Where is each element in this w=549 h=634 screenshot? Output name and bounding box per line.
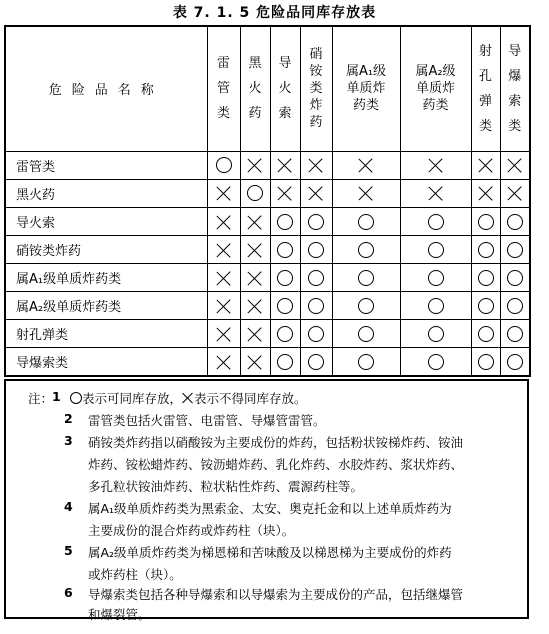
compat-cell [471, 179, 500, 207]
compat-cell [207, 208, 240, 236]
compat-cell [207, 348, 240, 376]
compat-cell [270, 264, 300, 292]
circle-icon [277, 214, 293, 230]
compat-cell [300, 179, 332, 207]
circle-icon [358, 242, 374, 258]
circle-icon [308, 242, 324, 258]
compat-cell [332, 348, 400, 376]
table-row [5, 179, 530, 207]
row-name-cell: 硝铵类炸药 [5, 236, 207, 264]
circle-icon [358, 214, 374, 230]
note-text: 表示不得同库存放。 [194, 391, 307, 406]
table-row [5, 151, 530, 179]
compat-cell [332, 179, 400, 207]
header-col-7: 射孔弹类 [471, 26, 500, 151]
table-row [5, 320, 530, 348]
cross-icon [182, 392, 194, 404]
compat-cell [400, 179, 471, 207]
compat-cell [207, 151, 240, 179]
compat-cell [400, 348, 471, 376]
compat-cell [300, 292, 332, 320]
circle-icon [277, 298, 293, 314]
circle-icon [507, 242, 523, 258]
cross-icon [216, 326, 232, 342]
header-name-cell: 危险品名称 [5, 26, 207, 151]
circle-icon [507, 214, 523, 230]
compat-cell [270, 292, 300, 320]
notes-label: 注： [28, 391, 54, 406]
circle-icon [358, 354, 374, 370]
compat-cell [332, 292, 400, 320]
note-number: 1 [52, 389, 61, 404]
note-text: 炸药、铵松蜡炸药、铵沥蜡炸药、乳化炸药、水胶炸药、浆状炸药、 [88, 457, 464, 472]
compat-cell [270, 179, 300, 207]
circle-icon [478, 326, 494, 342]
compat-cell [300, 208, 332, 236]
cross-icon [507, 185, 523, 201]
table-row [5, 236, 530, 264]
compat-cell [270, 320, 300, 348]
cross-icon [507, 157, 523, 173]
circle-icon [428, 270, 444, 286]
cross-icon [216, 214, 232, 230]
circle-icon [277, 354, 293, 370]
compat-cell [332, 320, 400, 348]
note-text: 主要成份的混合炸药或炸药柱（块）。 [88, 523, 295, 538]
compat-cell [240, 208, 270, 236]
circle-icon [428, 242, 444, 258]
compat-cell [500, 320, 530, 348]
cross-icon [247, 214, 263, 230]
row-name-cell: 属A₁级单质炸药类 [5, 264, 207, 292]
cross-icon [247, 242, 263, 258]
circle-icon [308, 298, 324, 314]
compat-cell [471, 236, 500, 264]
circle-icon [507, 354, 523, 370]
header-col-3: 导火索 [270, 26, 300, 151]
note-number: 4 [64, 499, 73, 514]
note-text: 导爆索类包括各种导爆索和以导爆索为主要成份的产品，包括继爆管 [88, 587, 464, 602]
compat-cell [300, 320, 332, 348]
compat-cell [471, 264, 500, 292]
circle-icon [277, 326, 293, 342]
note-text: 硝铵类炸药指以硝酸铵为主要成份的炸药，包括粉状铵梯炸药、铵油 [88, 435, 464, 450]
cross-icon [478, 185, 494, 201]
table-row [5, 292, 530, 320]
note-text: 属A₁级单质炸药类为黑索金、太安、奥克托金和以上述单质炸药为 [88, 501, 452, 516]
compat-cell [400, 292, 471, 320]
cross-icon [247, 326, 263, 342]
cross-icon [216, 354, 232, 370]
compat-cell [400, 151, 471, 179]
compat-cell [332, 208, 400, 236]
note-text: 属A₂级单质炸药类为梯恩梯和苦味酸及以梯恩梯为主要成份的炸药 [88, 545, 452, 560]
compat-cell [400, 208, 471, 236]
circle-icon [507, 298, 523, 314]
note-text: 表示可同库存放， [82, 391, 183, 406]
cross-icon [247, 270, 263, 286]
compat-cell [240, 320, 270, 348]
circle-icon [428, 214, 444, 230]
circle-icon [478, 354, 494, 370]
note-text: 或炸药柱（块）。 [88, 567, 182, 582]
circle-icon [308, 214, 324, 230]
compat-cell [270, 208, 300, 236]
cross-icon [308, 157, 324, 173]
compat-cell [471, 320, 500, 348]
circle-icon [428, 326, 444, 342]
circle-icon [277, 242, 293, 258]
note-number: 6 [64, 585, 73, 600]
circle-icon [428, 354, 444, 370]
compat-cell [400, 264, 471, 292]
compat-cell [207, 292, 240, 320]
compat-cell [240, 348, 270, 376]
cross-icon [247, 298, 263, 314]
table-row [5, 348, 530, 376]
circle-icon [478, 214, 494, 230]
compat-cell [300, 236, 332, 264]
cross-icon [358, 157, 374, 173]
compat-cell [240, 264, 270, 292]
compat-cell [500, 208, 530, 236]
circle-icon [308, 354, 324, 370]
compat-cell [400, 236, 471, 264]
circle-icon [478, 242, 494, 258]
cross-icon [478, 157, 494, 173]
compat-cell [332, 151, 400, 179]
header-col-2: 黑火药 [240, 26, 270, 151]
circle-icon [358, 270, 374, 286]
note-number: 2 [64, 411, 73, 426]
row-name-cell: 属A₂级单质炸药类 [5, 292, 207, 320]
note-number: 3 [64, 433, 73, 448]
compat-cell [471, 348, 500, 376]
compat-cell [240, 292, 270, 320]
note-text: 和爆裂管。 [88, 607, 151, 622]
header-col-1: 雷管类 [207, 26, 240, 151]
circle-icon [358, 298, 374, 314]
cross-icon [428, 157, 444, 173]
cross-icon [216, 298, 232, 314]
row-name-cell: 雷管类 [5, 151, 207, 179]
compat-cell [207, 179, 240, 207]
cross-icon [277, 185, 293, 201]
compat-cell [471, 208, 500, 236]
circle-icon [358, 326, 374, 342]
cross-icon [247, 157, 263, 173]
cross-icon [216, 185, 232, 201]
compat-cell [500, 236, 530, 264]
header-col-8: 导爆索类 [500, 26, 530, 151]
compat-cell [300, 348, 332, 376]
note-number: 5 [64, 543, 73, 558]
table-title: 表 7. 1. 5 危险品同库存放表 [172, 5, 377, 21]
compat-cell [332, 236, 400, 264]
cross-icon [358, 185, 374, 201]
header-col-6: 属A₂级单质炸药类 [400, 26, 471, 151]
cross-icon [216, 270, 232, 286]
compat-cell [300, 264, 332, 292]
row-name-cell: 导火索 [5, 208, 207, 236]
cross-icon [308, 185, 324, 201]
compat-cell [207, 320, 240, 348]
compat-cell [270, 151, 300, 179]
circle-icon [308, 326, 324, 342]
compat-cell [300, 151, 332, 179]
circle-icon [308, 270, 324, 286]
row-name-cell: 射孔弹类 [5, 320, 207, 348]
circle-icon [507, 326, 523, 342]
compat-cell [207, 264, 240, 292]
compat-cell [240, 236, 270, 264]
compat-cell [240, 179, 270, 207]
note-text: 雷管类包括火雷管、电雷管、导爆管雷管。 [88, 413, 326, 428]
cross-icon [428, 185, 444, 201]
cross-icon [277, 157, 293, 173]
circle-icon [507, 270, 523, 286]
circle-icon [478, 298, 494, 314]
compat-cell [500, 348, 530, 376]
circle-icon [478, 270, 494, 286]
compat-cell [500, 151, 530, 179]
table-row [5, 264, 530, 292]
compat-cell [240, 151, 270, 179]
compat-cell [207, 236, 240, 264]
storage-compatibility-table [4, 25, 531, 377]
cross-icon [216, 242, 232, 258]
table-row [5, 208, 530, 236]
compat-cell [270, 348, 300, 376]
circle-icon [277, 270, 293, 286]
compat-cell [500, 264, 530, 292]
circle-icon [428, 298, 444, 314]
compat-cell [500, 179, 530, 207]
cross-icon [247, 354, 263, 370]
header-row [5, 26, 530, 151]
compat-cell [471, 292, 500, 320]
circle-icon [70, 392, 82, 404]
circle-icon [216, 157, 232, 173]
compat-cell [270, 236, 300, 264]
header-col-5: 属A₁级单质炸药类 [332, 26, 400, 151]
circle-icon [247, 185, 263, 201]
note-text: 多孔粒状铵油炸药、粒状粘性炸药、震源药柱等。 [88, 479, 364, 494]
row-name-cell: 黑火药 [5, 179, 207, 207]
compat-cell [471, 151, 500, 179]
compat-cell [500, 292, 530, 320]
notes-box [4, 379, 529, 622]
header-col-4: 硝铵类炸药 [300, 26, 332, 151]
compat-cell [400, 320, 471, 348]
compat-cell [332, 264, 400, 292]
row-name-cell: 导爆索类 [5, 348, 207, 376]
